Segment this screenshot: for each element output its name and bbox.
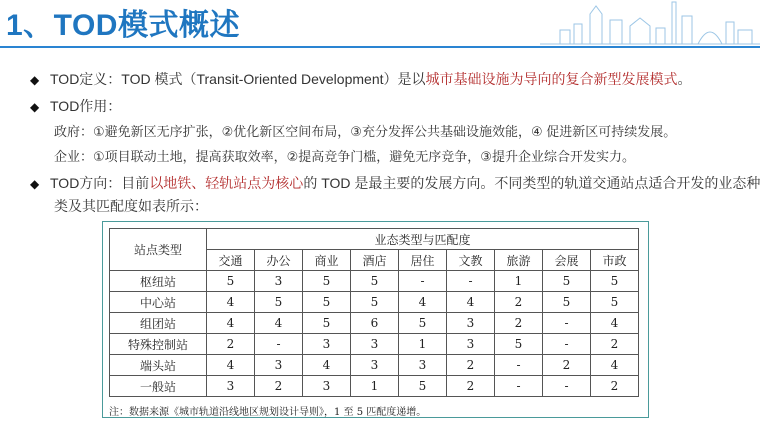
table-cell: 4 bbox=[591, 355, 639, 376]
table-cell: 2 bbox=[543, 355, 591, 376]
table-cell: 1 bbox=[399, 334, 447, 355]
table-cell: 4 bbox=[255, 313, 303, 334]
table-cell: 2 bbox=[495, 313, 543, 334]
diamond-bullet-icon: ◆ bbox=[30, 100, 40, 114]
table-note: 注：数据来源《城市轨道沿线地区规划设计导则》，1 至 5 匹配度递增。 bbox=[109, 407, 427, 418]
station-type-cell: 一般站 bbox=[110, 376, 207, 397]
title-underline bbox=[0, 46, 760, 48]
table-cell: 3 bbox=[399, 355, 447, 376]
column-header: 市政 bbox=[591, 250, 639, 271]
role-government: 政府：①避免新区无序扩张，②优化新区空间布局，③充分发挥公共基础设施效能，④ 促进新区可持续发展。 bbox=[54, 124, 677, 139]
table-group-header: 业态类型与匹配度 bbox=[207, 229, 639, 250]
column-header: 交通 bbox=[207, 250, 255, 271]
column-header: 办公 bbox=[255, 250, 303, 271]
table-cell: 3 bbox=[447, 313, 495, 334]
table-cell: 2 bbox=[591, 334, 639, 355]
table-cell: - bbox=[447, 271, 495, 292]
direction-prefix: TOD方向：目前 bbox=[50, 175, 150, 191]
table-cell: 3 bbox=[351, 355, 399, 376]
table-cell: 1 bbox=[495, 271, 543, 292]
table-cell: 2 bbox=[207, 334, 255, 355]
table-cell: 2 bbox=[447, 376, 495, 397]
table-cell: - bbox=[543, 376, 591, 397]
definition-bullet bbox=[30, 69, 692, 90]
table-cell: 4 bbox=[399, 292, 447, 313]
table-cell: 3 bbox=[303, 334, 351, 355]
table-cell: 5 bbox=[399, 376, 447, 397]
station-type-cell: 特殊控制站 bbox=[110, 334, 207, 355]
table-cell: - bbox=[495, 376, 543, 397]
column-header: 旅游 bbox=[495, 250, 543, 271]
table-cell: - bbox=[399, 271, 447, 292]
table-row bbox=[110, 334, 639, 355]
table-cell: 5 bbox=[543, 271, 591, 292]
table-cell: - bbox=[543, 313, 591, 334]
table-cell: 3 bbox=[255, 271, 303, 292]
station-type-cell: 枢纽站 bbox=[110, 271, 207, 292]
table-cell: 4 bbox=[207, 355, 255, 376]
direction-bullet bbox=[30, 173, 760, 194]
table-cell: 3 bbox=[207, 376, 255, 397]
table-row bbox=[110, 355, 639, 376]
definition-suffix: 。 bbox=[677, 71, 692, 87]
table-cell: 5 bbox=[591, 292, 639, 313]
definition-prefix: TOD定义：TOD 模式（Transit-Oriented Development）是以 bbox=[50, 71, 426, 87]
table-cell: 5 bbox=[351, 292, 399, 313]
table-cell: 5 bbox=[303, 292, 351, 313]
table-cell: 2 bbox=[591, 376, 639, 397]
direction-line2: 类及其匹配度如表所示： bbox=[54, 198, 208, 214]
column-header: 酒店 bbox=[351, 250, 399, 271]
table-row bbox=[110, 271, 639, 292]
table-cell: 4 bbox=[303, 355, 351, 376]
role-label: TOD作用： bbox=[50, 98, 122, 114]
table-cell: 3 bbox=[255, 355, 303, 376]
matching-table-box bbox=[102, 221, 649, 418]
table-cell: 5 bbox=[255, 292, 303, 313]
table-cell: 5 bbox=[543, 292, 591, 313]
table-cell: 5 bbox=[591, 271, 639, 292]
table-cell: 6 bbox=[351, 313, 399, 334]
table-cell: 4 bbox=[207, 313, 255, 334]
table-cell: 3 bbox=[351, 334, 399, 355]
table-cell: 5 bbox=[495, 334, 543, 355]
table-cell: 5 bbox=[303, 271, 351, 292]
city-skyline-graphic bbox=[540, 0, 760, 46]
table-cell: 5 bbox=[351, 271, 399, 292]
table-row bbox=[110, 313, 639, 334]
role-enterprise: 企业：①项目联动土地，提高获取效率，②提高竞争门槛，避免无序竞争，③提升企业综合开发实力。 bbox=[54, 149, 635, 164]
station-type-cell: 中心站 bbox=[110, 292, 207, 313]
table-cell: 4 bbox=[591, 313, 639, 334]
definition-highlight: 城市基础设施为导向的复合新型发展模式 bbox=[425, 71, 678, 87]
table-cell: 2 bbox=[447, 355, 495, 376]
diamond-bullet-icon: ◆ bbox=[30, 73, 40, 87]
page-title: 1、TOD模式概述 bbox=[6, 9, 240, 42]
table-cell: 2 bbox=[495, 292, 543, 313]
diamond-bullet-icon: ◆ bbox=[30, 177, 40, 191]
matching-table bbox=[109, 228, 639, 397]
table-cell: - bbox=[255, 334, 303, 355]
table-cell: - bbox=[543, 334, 591, 355]
column-header: 商业 bbox=[303, 250, 351, 271]
table-cell: 5 bbox=[303, 313, 351, 334]
table-cell: 4 bbox=[207, 292, 255, 313]
table-row-header: 站点类型 bbox=[110, 229, 207, 271]
table-cell: 3 bbox=[303, 376, 351, 397]
column-header: 居住 bbox=[399, 250, 447, 271]
table-cell: 2 bbox=[255, 376, 303, 397]
table-row bbox=[110, 292, 639, 313]
direction-highlight: 以地铁、轻轨站点为核心 bbox=[149, 175, 304, 191]
station-type-cell: 组团站 bbox=[110, 313, 207, 334]
table-cell: 5 bbox=[207, 271, 255, 292]
table-cell: 3 bbox=[447, 334, 495, 355]
direction-suffix: 的 TOD 是最主要的发展方向。不同类型的轨道交通站点适合开发的业态种 bbox=[303, 175, 760, 191]
station-type-cell: 端头站 bbox=[110, 355, 207, 376]
table-cell: 5 bbox=[399, 313, 447, 334]
table-cell: 4 bbox=[447, 292, 495, 313]
table-cell: 1 bbox=[351, 376, 399, 397]
table-cell: - bbox=[495, 355, 543, 376]
column-header: 会展 bbox=[543, 250, 591, 271]
role-bullet bbox=[30, 96, 121, 117]
table-row bbox=[110, 376, 639, 397]
column-header: 文教 bbox=[447, 250, 495, 271]
